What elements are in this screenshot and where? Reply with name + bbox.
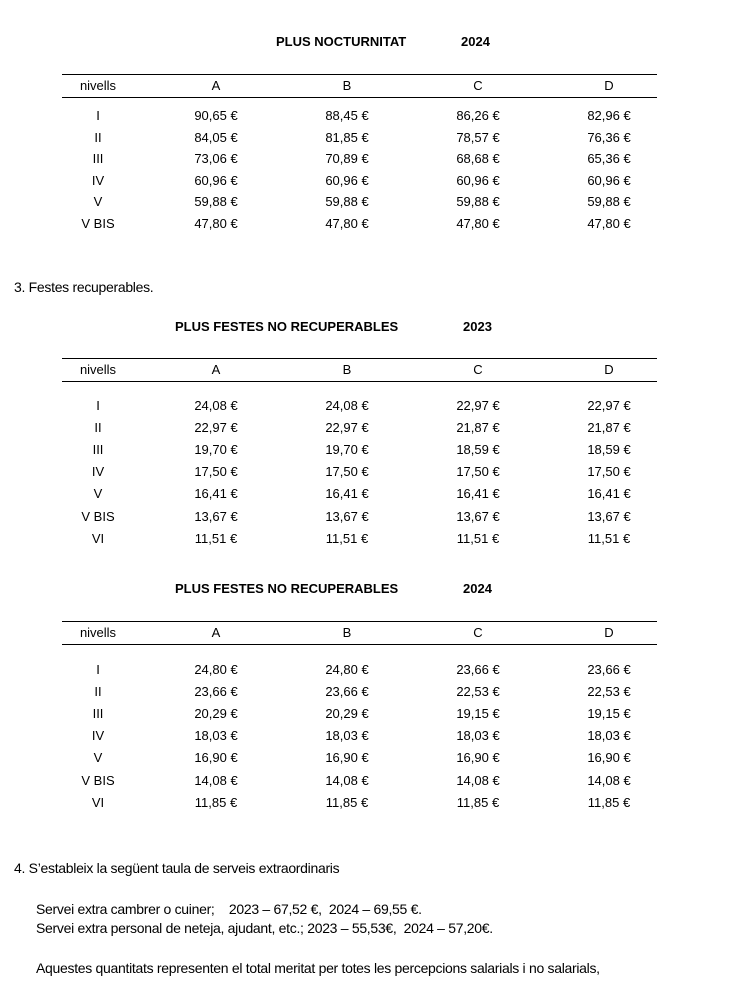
amount-cell: 20,29 €	[194, 706, 238, 722]
amount-cell: 24,80 €	[325, 662, 369, 677]
amount-cell: 70,89 €	[325, 151, 369, 167]
level-cell: V	[93, 486, 103, 502]
section-4-heading: 4. S’estableix la següent taula de serveis extraordinaris	[14, 860, 340, 876]
amount-cell: 21,87 €	[587, 420, 631, 436]
amount-cell: 90,65 €	[194, 108, 238, 123]
amount-cell: 22,53 €	[456, 684, 500, 700]
amount-cell: 22,97 €	[587, 398, 631, 413]
amount-cell: 19,15 €	[587, 706, 631, 722]
amount-cell: 13,67 €	[194, 508, 238, 524]
amount-cell: 60,96 €	[325, 172, 369, 188]
amount-cell: 68,68 €	[456, 151, 500, 167]
amount-cell: 16,90 €	[456, 750, 500, 766]
table-3-year: 2024	[463, 581, 492, 596]
amount-cell: 18,59 €	[456, 442, 500, 458]
amount-cell: 16,90 €	[325, 750, 369, 766]
level-cell: III	[92, 151, 104, 167]
level-cell: V BIS	[81, 216, 115, 231]
amount-cell: 20,29 €	[325, 706, 369, 722]
level-cell: V	[93, 750, 103, 766]
amount-cell: 17,50 €	[587, 464, 631, 480]
column-header: D	[604, 78, 614, 93]
amount-cell: 11,51 €	[325, 530, 369, 546]
amount-cell: 16,41 €	[325, 486, 369, 502]
amount-cell: 19,70 €	[325, 442, 369, 458]
level-cell: VI	[91, 530, 105, 546]
closing-paragraph: Aquestes quantitats representen el total meritat per totes les percepcions salarials i no salarials,	[36, 960, 600, 976]
amount-cell: 60,96 €	[587, 172, 631, 188]
section-3-heading: 3. Festes recuperables.	[14, 279, 154, 295]
table-top-rule	[62, 358, 657, 359]
column-header: nivells	[79, 78, 117, 93]
amount-cell: 23,66 €	[194, 684, 238, 700]
amount-cell: 21,87 €	[456, 420, 500, 436]
amount-cell: 60,96 €	[456, 172, 500, 188]
column-header: A	[211, 362, 221, 377]
amount-cell: 81,85 €	[325, 129, 369, 145]
amount-cell: 23,66 €	[325, 684, 369, 700]
level-cell: IV	[91, 728, 105, 744]
level-cell: II	[94, 129, 102, 145]
table-3-title: PLUS FESTES NO RECUPERABLES	[175, 581, 399, 596]
amount-cell: 22,97 €	[456, 398, 500, 413]
amount-cell: 11,85 €	[325, 794, 369, 810]
amount-cell: 18,59 €	[587, 442, 631, 458]
level-cell: IV	[91, 464, 105, 480]
level-cell: I	[96, 398, 100, 413]
amount-cell: 47,80 €	[587, 216, 631, 231]
amount-cell: 18,03 €	[325, 728, 369, 744]
amount-cell: 84,05 €	[194, 129, 238, 145]
level-cell: VI	[91, 794, 105, 810]
amount-cell: 59,88 €	[456, 194, 500, 210]
table-header-rule	[62, 381, 657, 382]
table-1-title: PLUS NOCTURNITAT	[276, 34, 407, 49]
amount-cell: 16,41 €	[456, 486, 500, 502]
amount-cell: 65,36 €	[587, 151, 631, 167]
amount-cell: 60,96 €	[194, 172, 238, 188]
amount-cell: 17,50 €	[456, 464, 500, 480]
amount-cell: 47,80 €	[325, 216, 369, 231]
column-header: C	[473, 362, 483, 377]
amount-cell: 18,03 €	[194, 728, 238, 744]
column-header: C	[473, 625, 483, 640]
amount-cell: 23,66 €	[587, 662, 631, 677]
amount-cell: 19,15 €	[456, 706, 500, 722]
column-header: A	[211, 78, 221, 93]
table-top-rule	[62, 74, 657, 75]
level-cell: II	[94, 684, 102, 700]
table-2-year: 2023	[463, 319, 492, 334]
table-top-rule	[62, 621, 657, 622]
amount-cell: 76,36 €	[587, 129, 631, 145]
amount-cell: 19,70 €	[194, 442, 238, 458]
amount-cell: 11,85 €	[194, 794, 238, 810]
table-2-title: PLUS FESTES NO RECUPERABLES	[175, 319, 399, 334]
amount-cell: 59,88 €	[587, 194, 631, 210]
amount-cell: 11,51 €	[456, 530, 500, 546]
amount-cell: 73,06 €	[194, 151, 238, 167]
column-header: C	[473, 78, 483, 93]
level-cell: V BIS	[81, 508, 115, 524]
amount-cell: 14,08 €	[587, 772, 631, 788]
table-header-rule	[62, 97, 657, 98]
amount-cell: 24,80 €	[194, 662, 238, 677]
column-header: B	[342, 78, 352, 93]
level-cell: V	[93, 194, 103, 210]
column-header: D	[604, 362, 614, 377]
amount-cell: 86,26 €	[456, 108, 500, 123]
table-1-year: 2024	[461, 34, 490, 49]
column-header: nivells	[79, 362, 117, 377]
amount-cell: 22,53 €	[587, 684, 631, 700]
amount-cell: 11,51 €	[587, 530, 631, 546]
column-header: A	[211, 625, 221, 640]
amount-cell: 24,08 €	[194, 398, 238, 413]
column-header: B	[342, 625, 352, 640]
amount-cell: 59,88 €	[194, 194, 238, 210]
service-line-cleaning: Servei extra personal de neteja, ajudant, etc.; 2023 – 55,53€, 2024 – 57,20€.	[36, 920, 493, 936]
amount-cell: 14,08 €	[325, 772, 369, 788]
amount-cell: 16,90 €	[587, 750, 631, 766]
amount-cell: 78,57 €	[456, 129, 500, 145]
amount-cell: 23,66 €	[456, 662, 500, 677]
amount-cell: 18,03 €	[456, 728, 500, 744]
amount-cell: 17,50 €	[194, 464, 238, 480]
amount-cell: 16,90 €	[194, 750, 238, 766]
amount-cell: 24,08 €	[325, 398, 369, 413]
amount-cell: 59,88 €	[325, 194, 369, 210]
amount-cell: 11,51 €	[194, 530, 238, 546]
amount-cell: 47,80 €	[456, 216, 500, 231]
level-cell: IV	[91, 172, 105, 188]
table-header-rule	[62, 644, 657, 645]
amount-cell: 17,50 €	[325, 464, 369, 480]
column-header: B	[342, 362, 352, 377]
amount-cell: 13,67 €	[587, 508, 631, 524]
amount-cell: 88,45 €	[325, 108, 369, 123]
amount-cell: 11,85 €	[587, 794, 631, 810]
level-cell: II	[94, 420, 102, 436]
level-cell: III	[92, 442, 104, 458]
amount-cell: 14,08 €	[194, 772, 238, 788]
amount-cell: 22,97 €	[194, 420, 238, 436]
level-cell: I	[96, 662, 100, 677]
level-cell: III	[92, 706, 104, 722]
level-cell: V BIS	[81, 772, 115, 788]
amount-cell: 13,67 €	[325, 508, 369, 524]
amount-cell: 16,41 €	[194, 486, 238, 502]
amount-cell: 22,97 €	[325, 420, 369, 436]
level-cell: I	[96, 108, 100, 123]
amount-cell: 47,80 €	[194, 216, 238, 231]
amount-cell: 13,67 €	[456, 508, 500, 524]
amount-cell: 14,08 €	[456, 772, 500, 788]
column-header: D	[604, 625, 614, 640]
service-line-waiter-cook: Servei extra cambrer o cuiner; 2023 – 67,52 €, 2024 – 69,55 €.	[36, 901, 422, 917]
amount-cell: 18,03 €	[587, 728, 631, 744]
amount-cell: 11,85 €	[456, 794, 500, 810]
column-header: nivells	[79, 625, 117, 640]
amount-cell: 16,41 €	[587, 486, 631, 502]
amount-cell: 82,96 €	[587, 108, 631, 123]
